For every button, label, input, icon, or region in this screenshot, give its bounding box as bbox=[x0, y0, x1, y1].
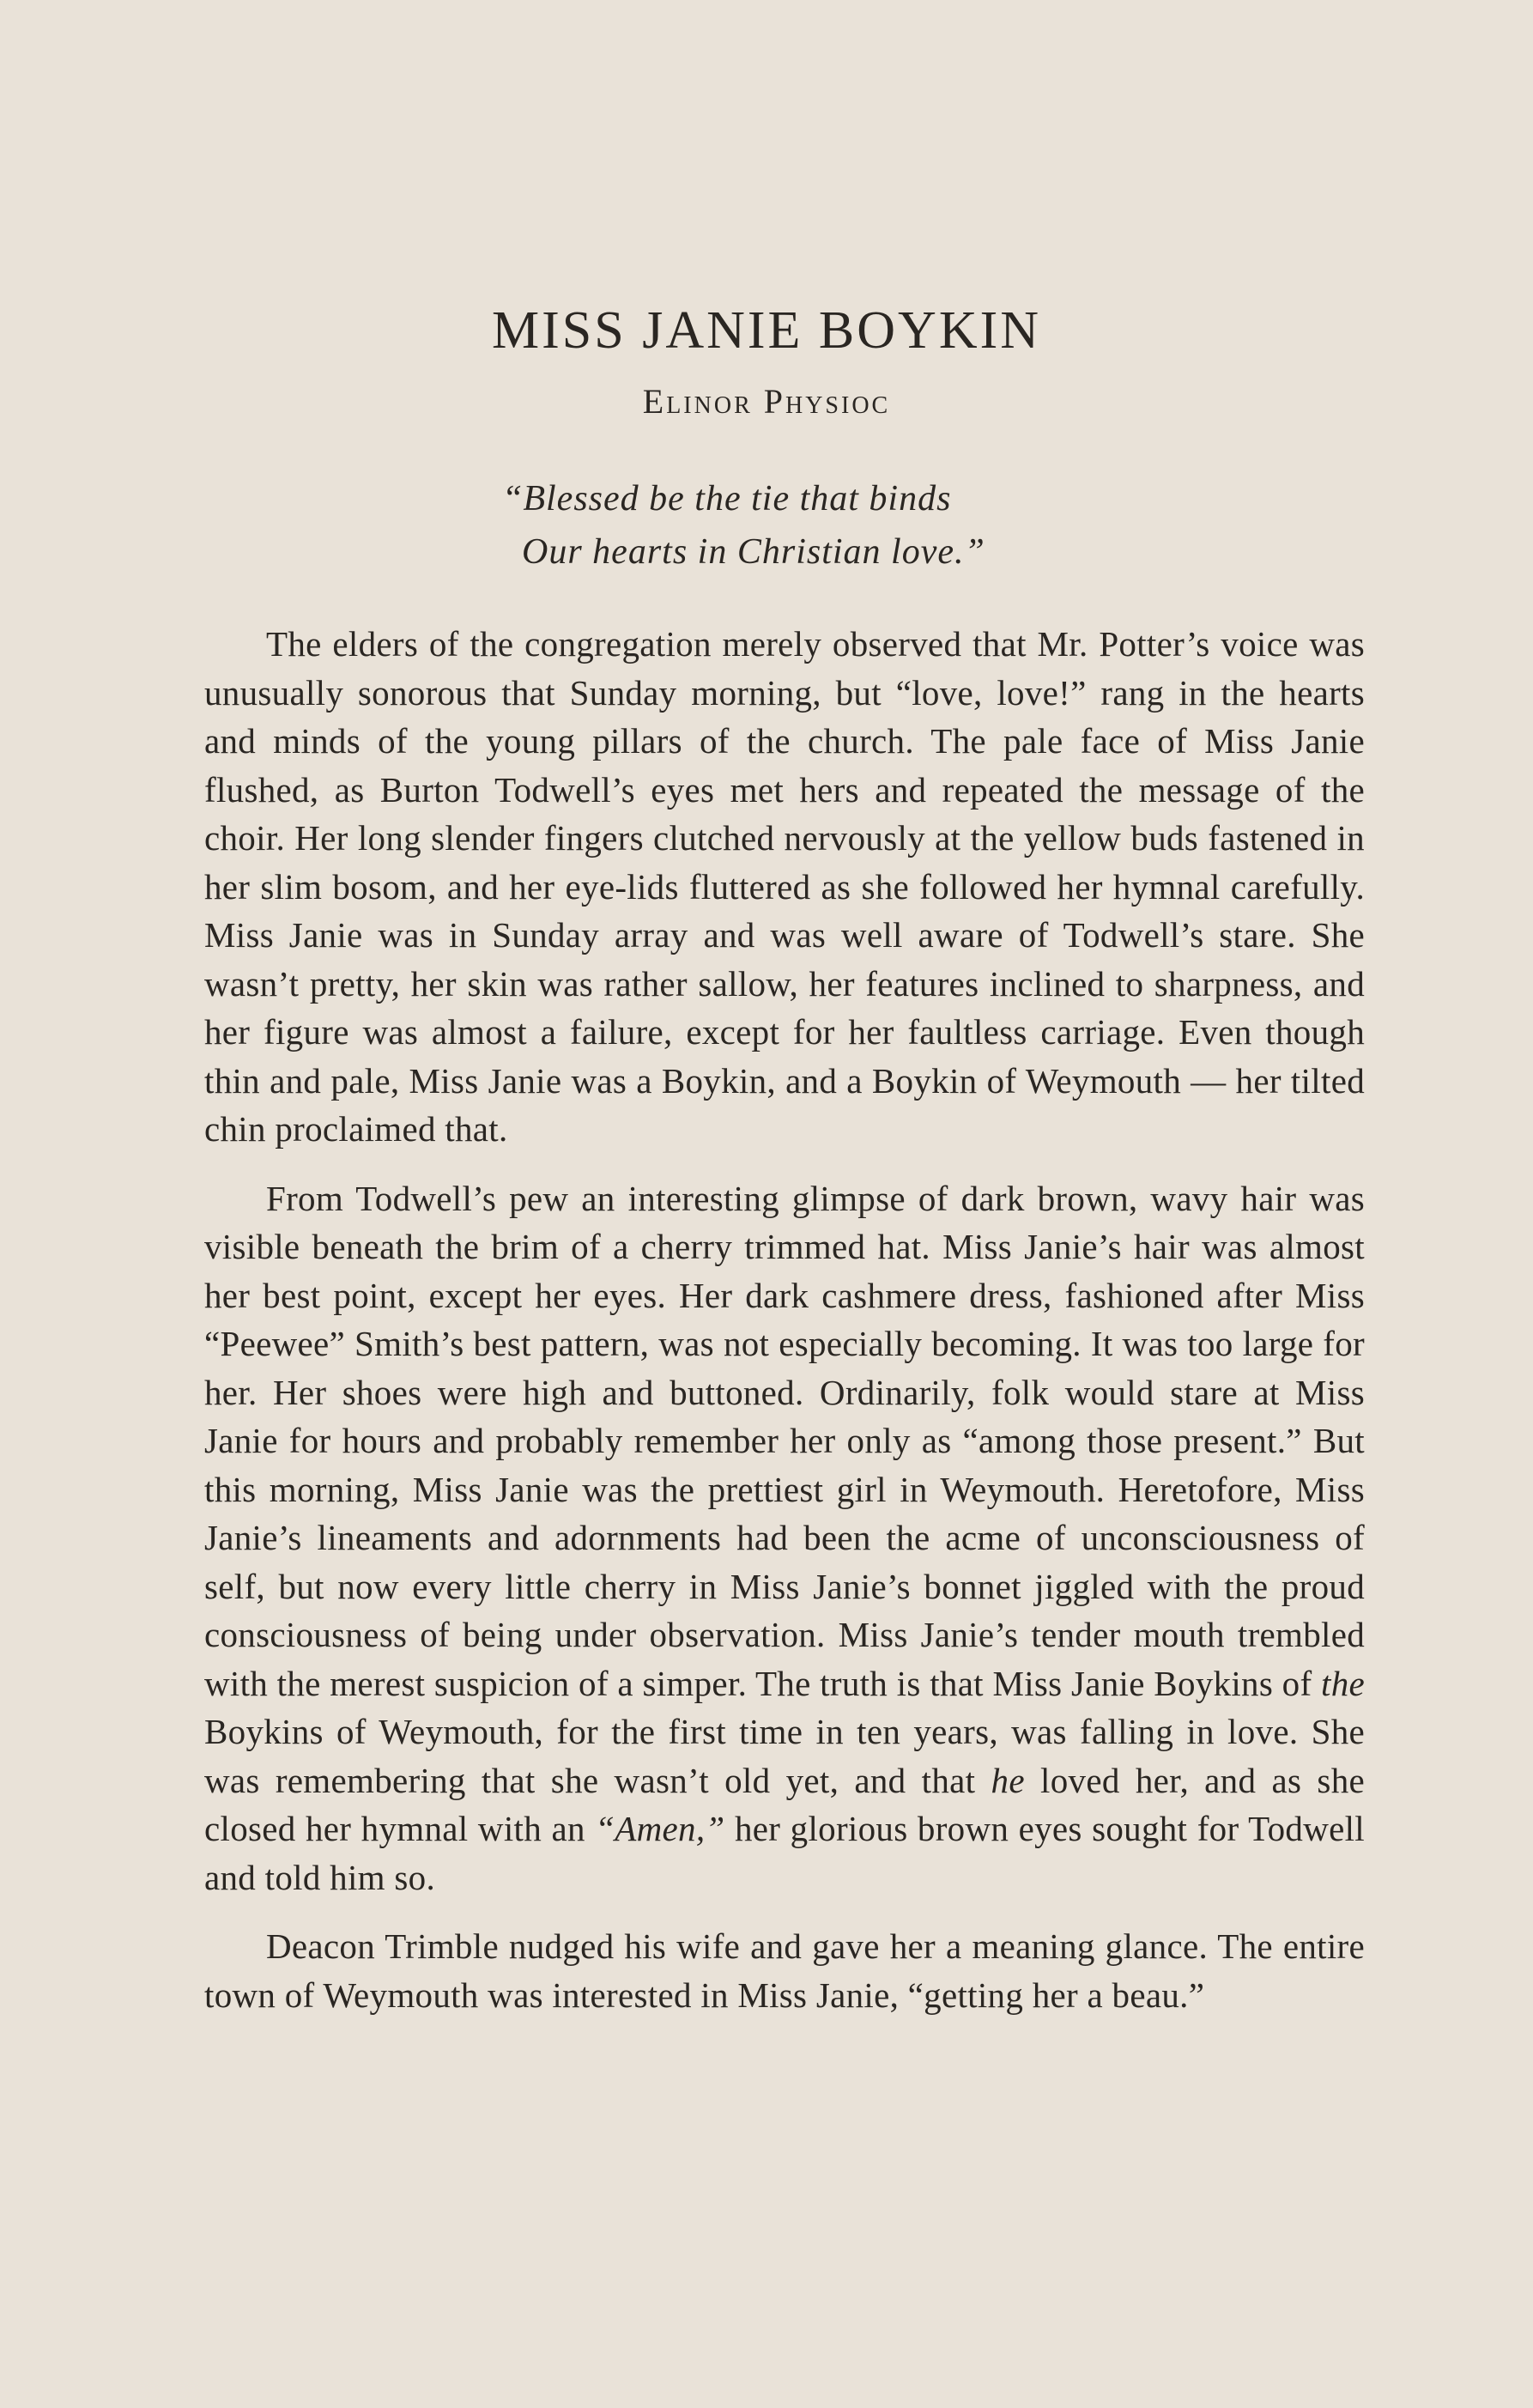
epigraph-line-2: Our hearts in Christian love.” bbox=[522, 532, 985, 572]
paragraph-2 bbox=[204, 1174, 1365, 1902]
page-title: MISS JANIE BOYKIN bbox=[491, 301, 1042, 360]
paragraph-3: Deacon Trimble nudged his wife and gave her a meaning glance. The entire town of Weymouth was interested in Miss Janie, “getting her a beau.” bbox=[204, 1926, 1365, 2015]
paragraph-1: The elders of the congregation merely observed that Mr. Potter’s voice was unusually sonorous that Sunday morning, but “love, love!” rang in the hearts and minds of the young pillars of the church. The pale face of Miss Janie flushed, as Burton Todwell’s eyes met hers and repeated the message of the choir. Her long slender fingers clutched nervously at the yellow buds fastened in her slim bosom, and her eye-lids fluttered as she followed her hymnal carefully. Miss Janie was in Sunday array and was well aware of Todwell’s stare. She wasn’t pretty, her skin was rather sallow, her features inclined to sharpness, and her figure was almost a failure, except for her faultless carriage. Even though thin and pale, Miss Janie was a Boykin, and a Boykin of Weymouth — her tilted chin proclaimed that. bbox=[204, 624, 1365, 1149]
paragraph-2-emphasis-he: he bbox=[991, 1760, 1025, 1800]
paragraph-2-emphasis-amen: “Amen,” bbox=[595, 1809, 725, 1848]
author-byline: Elinor Physioc bbox=[642, 382, 891, 421]
paragraph-2-emphasis-the: the bbox=[1321, 1663, 1365, 1703]
epigraph-line-1: “Blessed be the tie that binds bbox=[502, 479, 952, 519]
paragraph-2-part-1: From Todwell’s pew an interesting glimpse of dark brown, wavy hair was visible beneath the brim of a cherry trimmed hat. Miss Janie’s hair was almost her best point, except her eyes. Her dark cashmere dress, fashioned after Miss “Peewee” Smith’s best pattern, was not especially becoming. It was too large for her. Her shoes were high and buttoned. Ordinarily, folk would stare at Miss Janie for hours and probably remember her only as “among those present.” But this morning, Miss Janie was the prettiest girl in Weymouth. Heretofore, Miss Janie’s lineaments and adornments had been the acme of unconsciousness of self, but now every little cherry in Miss Janie’s bonnet jiggled with the proud consciousness of being under observation. Miss Janie’s tender mouth trembled with the merest suspicion of a simper. The truth is that Miss Janie Boykins of bbox=[204, 1178, 1365, 1703]
body-text bbox=[204, 620, 1365, 2019]
paragraph-2-part-4: her glorious brown eyes sought for Todwell and told him so. bbox=[204, 1809, 1365, 1897]
epigraph bbox=[502, 472, 985, 579]
paragraph-2-part-3: loved her, and as she closed her hymnal with an bbox=[204, 1760, 1365, 1848]
paragraph-2-part-2: Boykins of Weymouth, for the first time in ten years, was falling in love. She was remembering that she wasn’t old yet, and that bbox=[204, 1712, 1365, 1800]
